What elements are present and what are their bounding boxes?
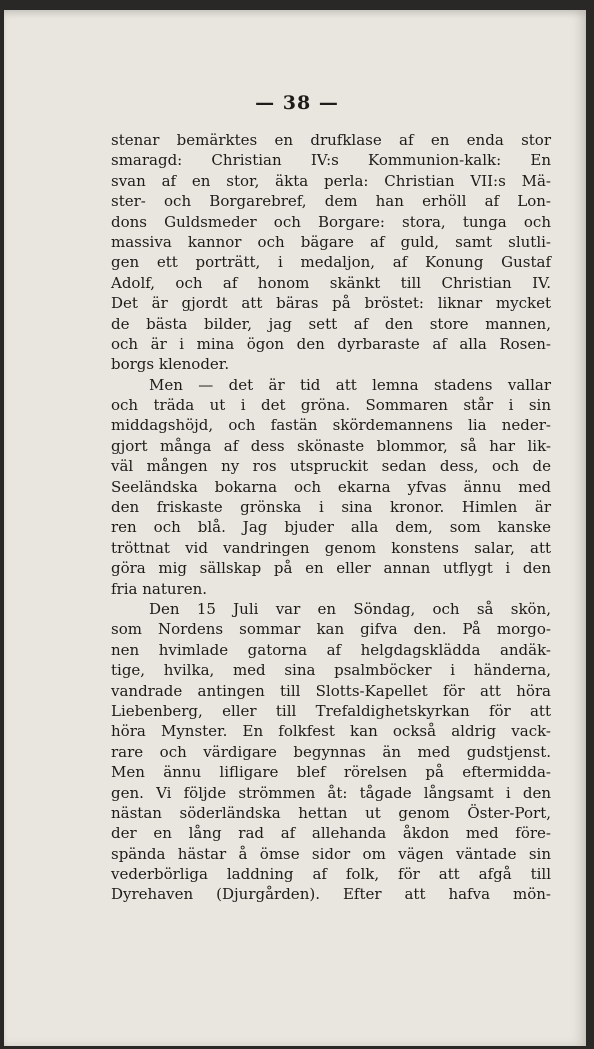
text-line: göra mig sällskap på en eller annan utflygt i den xyxy=(111,559,551,578)
text-line: Dyrehaven (Djurgården). Efter att hafva mön- xyxy=(111,885,551,904)
text-line: smaragd: Christian IV:s Kommunion-kalk: En xyxy=(111,151,551,170)
text-line: och är i mina ögon den dyrbaraste af alla Rosen- xyxy=(111,334,551,353)
text-line: Seeländska bokarna och ekarna yfvas ännu med xyxy=(111,477,551,496)
text-line: dons Guldsmeder och Borgare: stora, tunga och xyxy=(111,212,551,231)
text-line: massiva kannor och bägare af guld, samt slutli- xyxy=(111,232,551,251)
text-line: och träda ut i det gröna. Sommaren står i sin xyxy=(111,396,551,415)
text-line: spända hästar å ömse sidor om vägen väntade sin xyxy=(111,844,551,863)
text-line: tige, hvilka, med sina psalmböcker i händerna, xyxy=(111,661,551,680)
text-line: den friskaste grönska i sina kronor. Himlen är xyxy=(111,498,551,517)
body-text xyxy=(111,130,551,905)
text-line: gjort många af dess skönaste blommor, så har lik- xyxy=(111,436,551,455)
text-line: middagshöjd, och fastän skördemannens lia neder- xyxy=(111,416,551,435)
text-line: Men ännu lifligare blef rörelsen på eftermidda- xyxy=(111,763,551,782)
text-line: de bästa bilder, jag sett af den store mannen, xyxy=(111,314,551,333)
text-line: gen ett porträtt, i medaljon, af Konung Gustaf xyxy=(111,253,551,272)
text-line: gen. Vi följde strömmen åt: tågade långsamt i den xyxy=(111,783,551,802)
text-line: nen hvimlade gatorna af helgdagsklädda andäk- xyxy=(111,640,551,659)
text-line: ster- och Borgarebref, dem han erhöll af Lon- xyxy=(111,192,551,211)
text-line: Liebenberg, eller till Trefaldighetskyrkan för att xyxy=(111,701,551,720)
text-line: rare och värdigare begynnas än med gudstjenst. xyxy=(111,742,551,761)
text-line: som Nordens sommar kan gifva den. På morgo- xyxy=(111,620,551,639)
text-line: ren och blå. Jag bjuder alla dem, som kanske xyxy=(111,518,551,537)
text-line: Det är gjordt att bäras på bröstet: liknar mycket xyxy=(111,294,551,313)
text-line: tröttnat vid vandringen genom konstens salar, att xyxy=(111,538,551,557)
text-line: vederbörliga laddning af folk, för att afgå till xyxy=(111,865,551,884)
text-line: borgs klenoder. xyxy=(111,355,230,374)
text-line: Adolf, och af honom skänkt till Christian IV. xyxy=(111,273,551,292)
text-line: der en lång rad af allehanda åkdon med före- xyxy=(111,824,551,843)
text-line: fria naturen. xyxy=(111,579,207,598)
text-line: Men — det är tid att lemna stadens vallar xyxy=(149,375,551,394)
text-line: väl mången ny ros utspruckit sedan dess, och de xyxy=(111,457,551,476)
text-line: Den 15 Juli var en Söndag, och så skön, xyxy=(149,599,551,618)
text-line: svan af en stor, äkta perla: Christian VII:s Mä- xyxy=(111,171,551,190)
text-line: vandrade antingen till Slotts-Kapellet för att höra xyxy=(111,681,551,700)
page-number: — 38 — xyxy=(255,92,339,114)
text-line: höra Mynster. En folkfest kan också aldrig vack- xyxy=(111,722,551,741)
text-line: stenar bemärktes en drufklase af en enda stor xyxy=(111,131,551,149)
text-line: nästan söderländska hettan ut genom Öster-Port, xyxy=(111,803,551,822)
